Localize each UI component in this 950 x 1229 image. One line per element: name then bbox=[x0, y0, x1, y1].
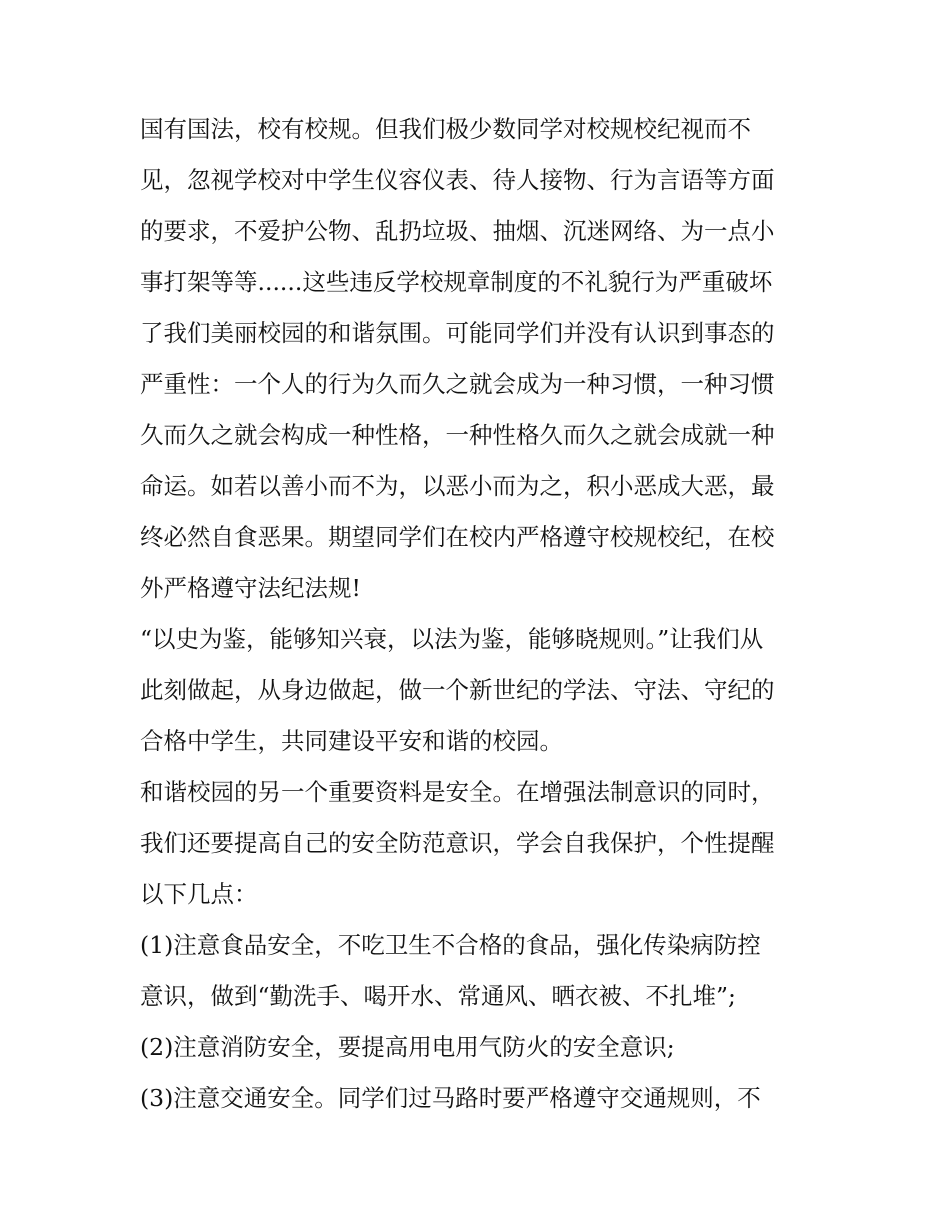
text-line: 意识，做到“勤洗手、喝开水、常通风、晒衣被、不扎堆”; bbox=[140, 982, 736, 1010]
text-line: (1)注意食品安全，不吃卫生不合格的食品，强化传染病防控 bbox=[140, 931, 761, 959]
text-line: (3)注意交通安全。同学们过马路时要严格遵守交通规则，不 bbox=[140, 1084, 761, 1112]
text-line: 国有国法，校有校规。但我们极少数同学对校规校纪视而不 bbox=[140, 115, 751, 143]
text-line: 久而久之就会构成一种性格，一种性格久而久之就会成就一种 bbox=[140, 421, 775, 449]
document-body bbox=[140, 104, 830, 1124]
text-line: “以史为鉴，能够知兴衰，以法为鉴，能够晓规则。”让我们从 bbox=[140, 625, 764, 653]
text-line: 了我们美丽校园的和谐氛围。可能同学们并没有认识到事态的 bbox=[140, 319, 775, 347]
text-line: 合格中学生，共同建设平安和谐的校园。 bbox=[140, 727, 563, 755]
text-line: 命运。如若以善小而不为，以恶小而为之，积小恶成大恶，最 bbox=[140, 472, 775, 500]
text-line: 和谐校园的另一个重要资料是安全。在增强法制意识的同时， bbox=[140, 778, 775, 806]
text-line: 终必然自食恶果。期望同学们在校内严格遵守校规校纪，在校 bbox=[140, 523, 775, 551]
text-line: 事打架等等......这些违反学校规章制度的不礼貌行为严重破坏 bbox=[140, 268, 773, 296]
text-line: (2)注意消防安全，要提高用电用气防火的安全意识; bbox=[140, 1033, 675, 1061]
text-line: 严重性：一个人的行为久而久之就会成为一种习惯，一种习惯 bbox=[140, 370, 775, 398]
text-line: 以下几点： bbox=[140, 880, 258, 908]
text-line: 见，忽视学校对中学生仪容仪表、待人接物、行为言语等方面 bbox=[140, 166, 775, 194]
text-line: 外严格遵守法纪法规! bbox=[140, 574, 361, 602]
text-line: 的要求，不爱护公物、乱扔垃圾、抽烟、沉迷网络、为一点小 bbox=[140, 217, 775, 245]
text-line: 我们还要提高自己的安全防范意识，学会自我保护，个性提醒 bbox=[140, 829, 775, 857]
text-line: 此刻做起，从身边做起，做一个新世纪的学法、守法、守纪的 bbox=[140, 676, 775, 704]
